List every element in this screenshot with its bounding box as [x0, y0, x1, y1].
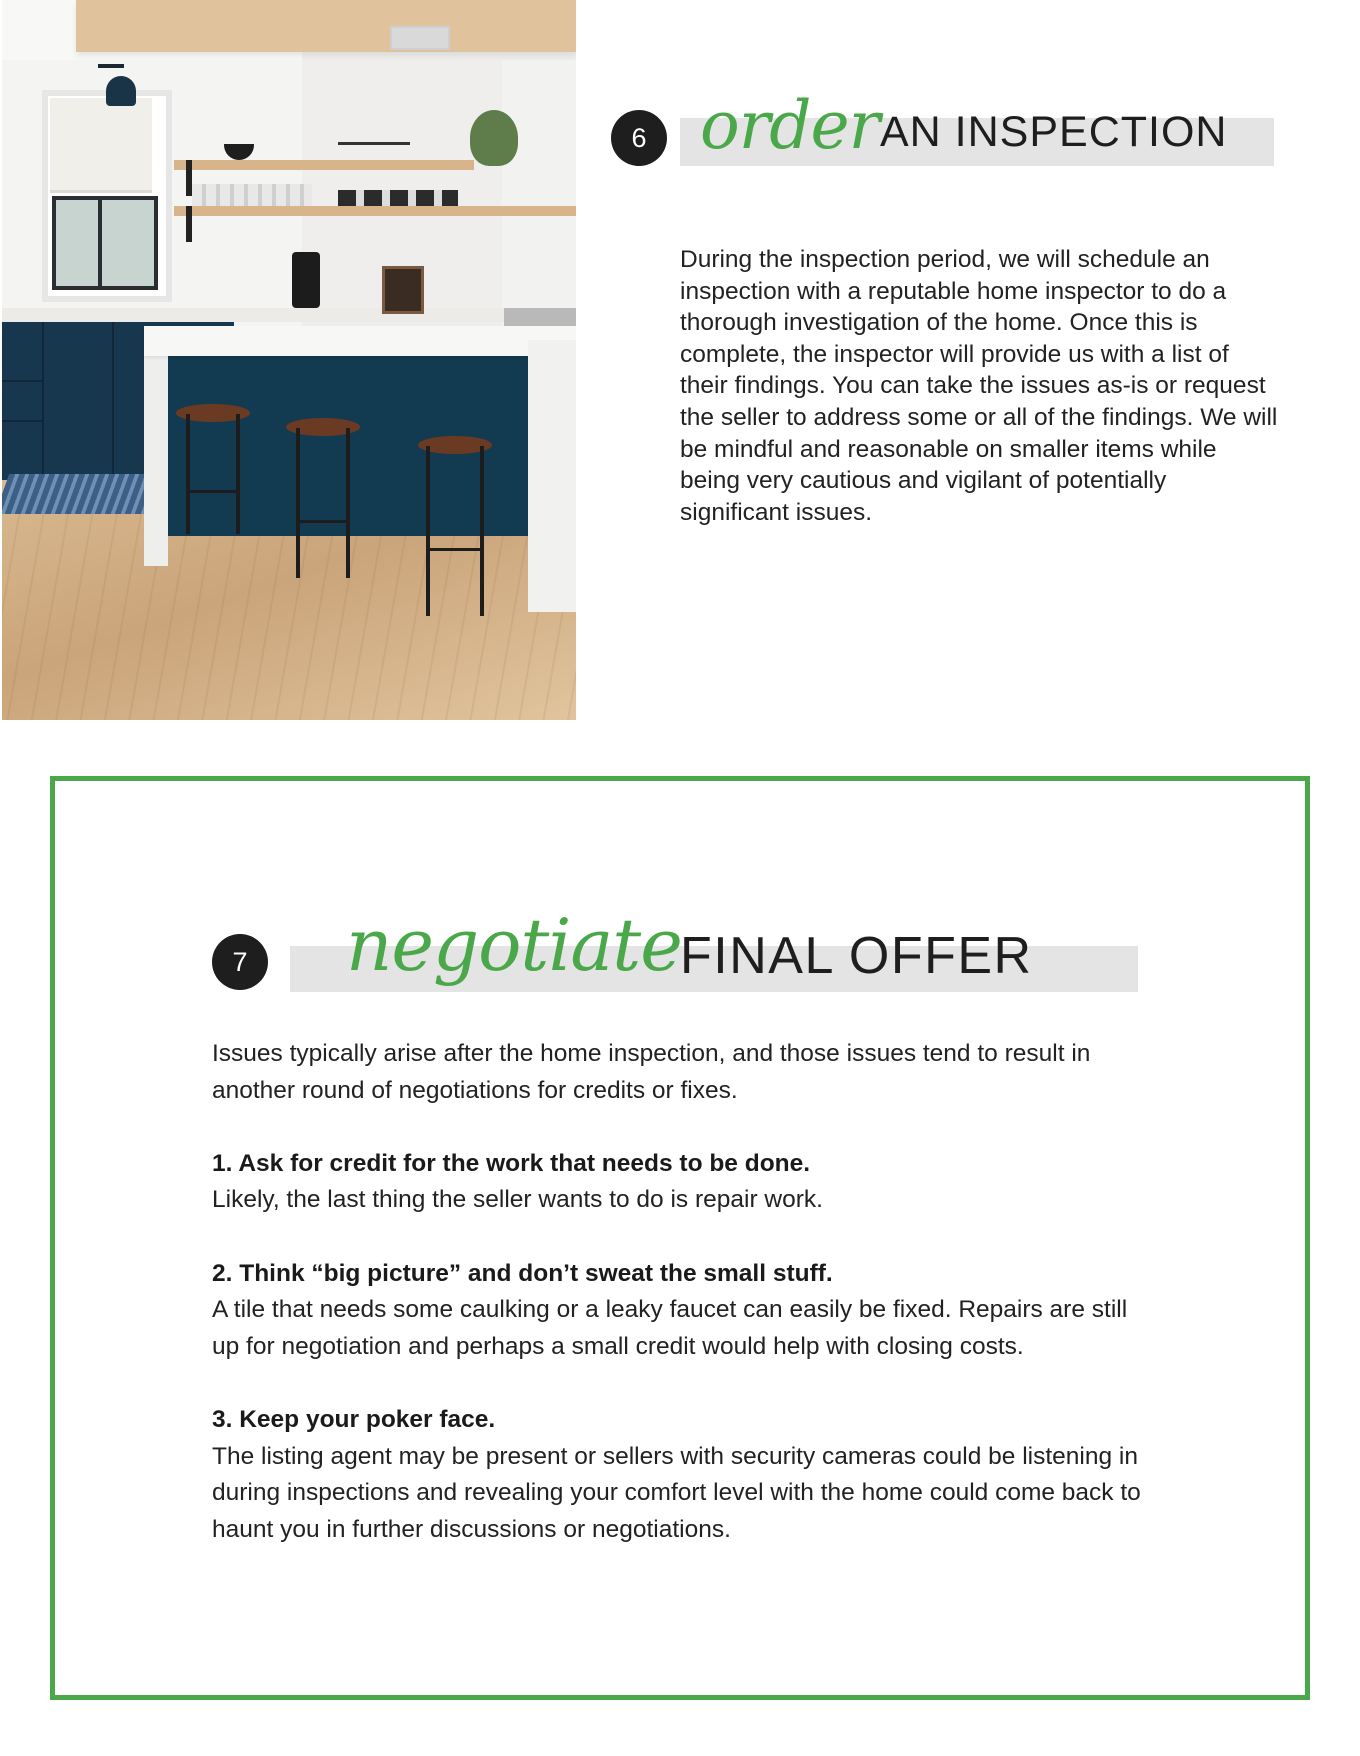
section6-body: During the inspection period, we will schedule an inspection with a reputable home inspector to do a thorough investigation of the home. Once this is complete, the inspector will provide us with a list of their findings. You can take the issues as-is or request the seller to address some or all of the findings. We will be mindful and reasonable on smaller items while being very cautious and vigilant of potentially significant issues. — [680, 246, 1278, 526]
section7-item-3-text: The listing agent may be present or sellers with security cameras could be listening in during inspections and revealing your comfort level with the home could come back to haunt you in further discussions or negotiations. — [212, 1442, 1141, 1543]
section6-number-badge: 6 — [611, 110, 667, 166]
section7-item-1-text: Likely, the last thing the seller wants to do is repair work. — [212, 1186, 823, 1214]
section7-body — [212, 1036, 1152, 1548]
section6-script-word: order — [700, 87, 880, 164]
section7-item-2-text: A tile that needs some caulking or a leaky faucet can easily be fixed. Repairs are still up for negotiation and perhaps a small credit would help with closing costs. — [212, 1296, 1128, 1360]
section7-heading: FINAL OFFER — [680, 927, 1033, 985]
section7-item-1-title: 1. Ask for credit for the work that needs to be done. — [212, 1149, 811, 1177]
section7-item-2-title: 2. Think “big picture” and don’t sweat the small stuff. — [212, 1259, 833, 1287]
kitchen-photo — [2, 0, 576, 720]
section7-number-badge: 7 — [212, 934, 268, 990]
section7-item-3-title: 3. Keep your poker face. — [212, 1405, 496, 1433]
section7-intro: Issues typically arise after the home inspection, and those issues tend to result in another round of negotiations for credits or fixes. — [212, 1040, 1091, 1104]
section7-script-word: negotiate — [346, 903, 682, 987]
section6-heading: AN INSPECTION — [880, 108, 1228, 156]
